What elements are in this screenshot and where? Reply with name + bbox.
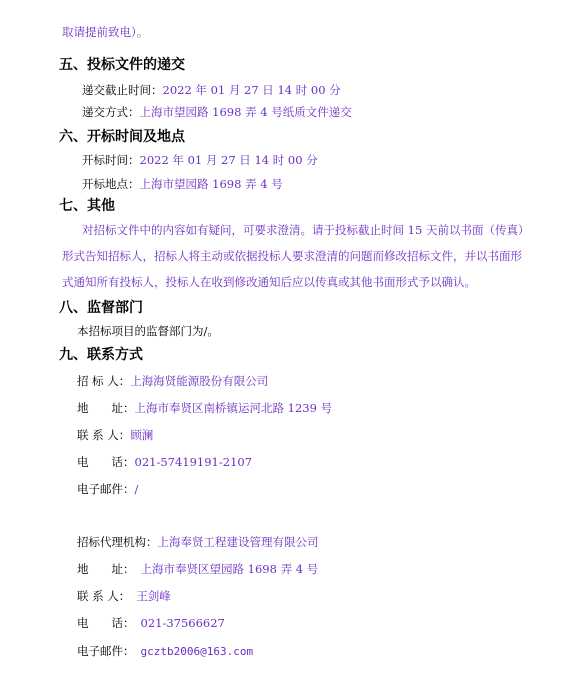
agent-address-value: 上海市奉贤区望园路 1698 弄 4 号 <box>140 562 319 576</box>
agent-name-row <box>77 534 319 550</box>
s6-time-row <box>82 152 318 168</box>
s8-supervision-text: 本招标项目的监督部门为/。 <box>77 324 219 338</box>
section-6-heading: 六、开标时间及地点 <box>59 129 185 145</box>
section-7-heading: 七、其他 <box>59 198 115 214</box>
tenderer-name-value: 上海海贤能源股份有限公司 <box>130 374 269 388</box>
tenderer-contact-label: 联 系 人： <box>77 428 131 442</box>
s6-time-value: 2022 年 01 月 27 日 14 时 00 分 <box>139 153 318 167</box>
agent-email-value: gcztb2006@163.com <box>140 645 254 658</box>
tenderer-phone-row <box>77 454 252 470</box>
s7-paragraph-line-3: 式通知所有投标人，投标人在收到修改通知后应以传真或其他书面形式予以确认。 <box>62 275 476 289</box>
s6-place-row <box>82 176 283 192</box>
section-9-heading: 九、联系方式 <box>59 347 143 363</box>
s6-time-label: 开标时间： <box>82 153 140 167</box>
s5-method-value: 上海市望园路 1698 弄 4 号纸质文件递交 <box>139 105 352 119</box>
s5-deadline-value: 2022 年 01 月 27 日 14 时 00 分 <box>162 83 341 97</box>
s5-method-label: 递交方式： <box>82 105 140 119</box>
s7-paragraph-line-1: 对招标文件中的内容如有疑问，可要求澄清。请于投标截止时间 15 天前以书面（传真） <box>82 223 530 237</box>
agent-name-label: 招标代理机构： <box>77 535 158 549</box>
agent-phone-label: 电 话： <box>77 616 135 630</box>
s5-method-row <box>82 104 352 120</box>
agent-email-label: 电子邮件： <box>77 644 135 658</box>
tenderer-phone-value: 021-57419191-2107 <box>134 455 253 469</box>
agent-contact-row <box>77 588 171 604</box>
agent-email-row <box>77 643 253 660</box>
tenderer-phone-label: 电 话： <box>77 455 135 469</box>
s5-deadline-label: 递交截止时间： <box>82 83 163 97</box>
agent-name-value: 上海奉贤工程建设管理有限公司 <box>157 535 319 549</box>
top-line-text: 取请提前致电）。 <box>62 25 149 39</box>
agent-address-label: 地 址： <box>77 562 135 576</box>
agent-phone-value: 021-37566627 <box>140 616 225 630</box>
agent-address-row <box>77 561 318 577</box>
agent-contact-label: 联 系 人： <box>77 589 131 603</box>
section-5-heading: 五、投标文件的递交 <box>59 57 185 73</box>
tenderer-email-value: / <box>134 482 139 496</box>
tenderer-email-label: 电子邮件： <box>77 482 135 496</box>
agent-contact-value: 王剑峰 <box>136 589 171 603</box>
s7-paragraph-line-2: 形式告知招标人，招标人将主动或依据投标人要求澄清的问题而修改招标文件，并以书面形 <box>62 249 522 263</box>
section-8-heading: 八、监督部门 <box>59 300 143 316</box>
tenderer-email-row <box>77 481 138 497</box>
tenderer-address-label: 地 址： <box>77 401 135 415</box>
tenderer-contact-value: 顾澜 <box>130 428 154 442</box>
tenderer-address-value: 上海市奉贤区南桥镇运河北路 1239 号 <box>134 401 333 415</box>
s6-place-value: 上海市望园路 1698 弄 4 号 <box>139 177 283 191</box>
tenderer-name-row <box>77 373 268 389</box>
tenderer-name-label: 招 标 人： <box>77 374 131 388</box>
tenderer-address-row <box>77 400 332 416</box>
agent-phone-row <box>77 615 225 631</box>
s5-deadline-row <box>82 82 341 98</box>
tenderer-contact-row <box>77 427 153 443</box>
s6-place-label: 开标地点： <box>82 177 140 191</box>
